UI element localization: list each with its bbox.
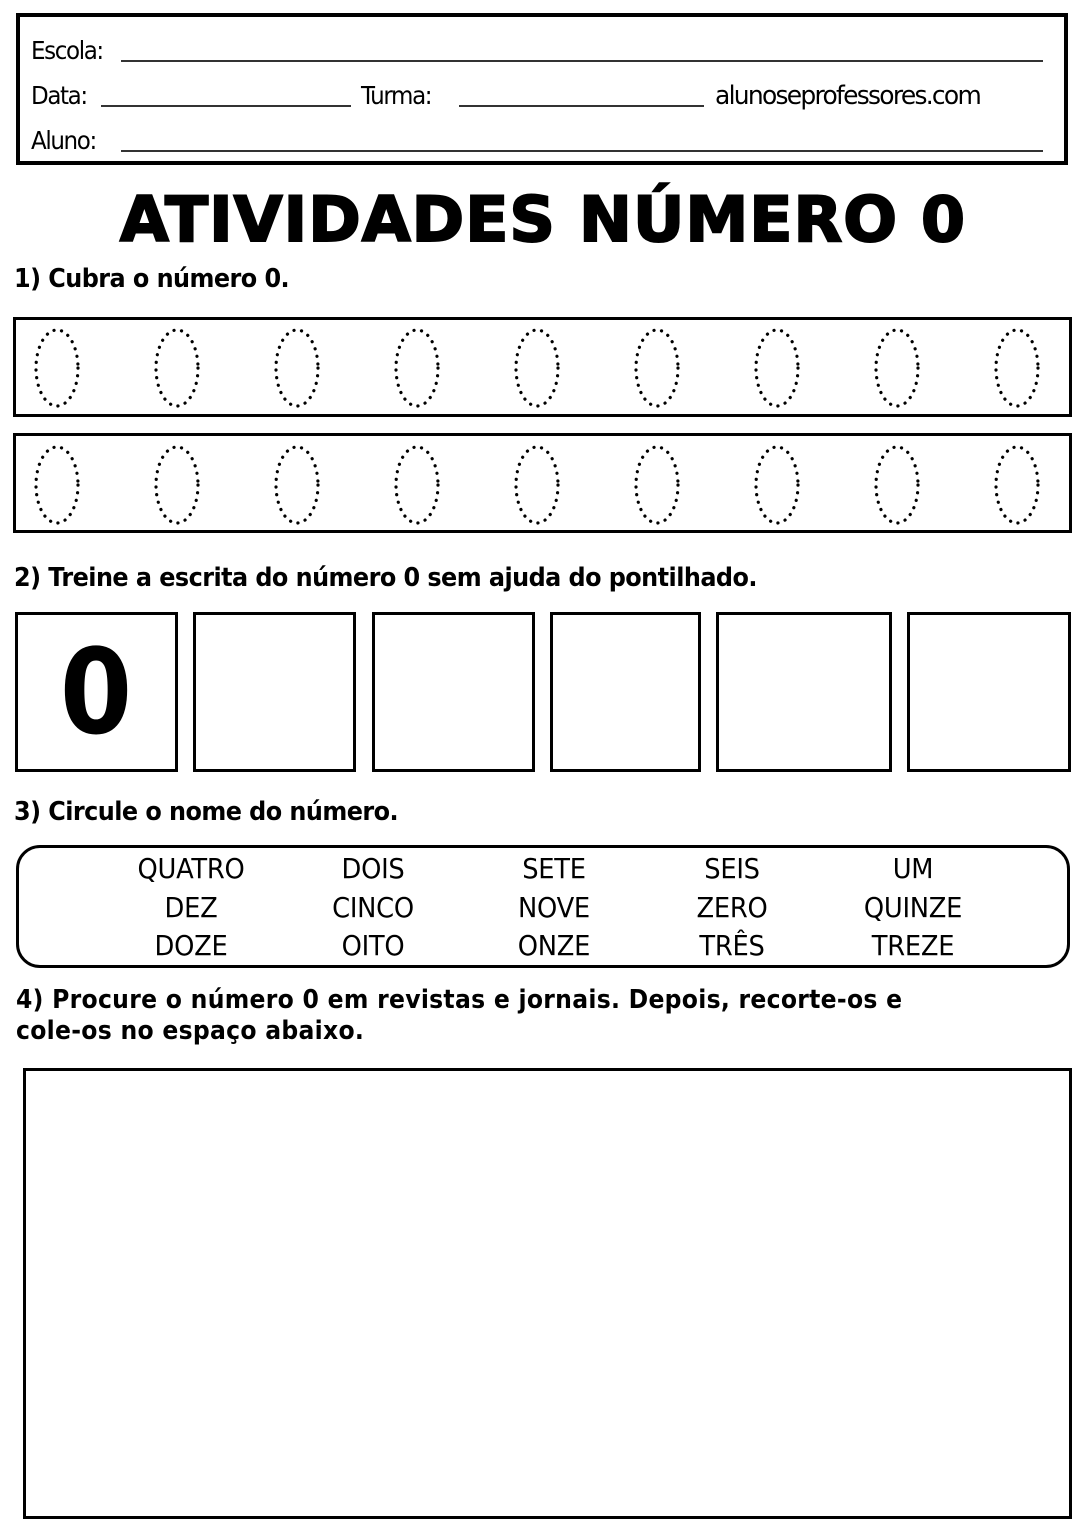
word-item[interactable]: SETE [522,852,586,885]
word-item[interactable]: ONZE [517,929,591,962]
dotted-zero-row-icons [13,317,1072,417]
website-text: alunoseprofessores.com [715,81,981,111]
word-item[interactable]: NOVE [518,891,590,924]
writing-box-3[interactable] [550,612,701,772]
word-item[interactable]: OITO [341,929,405,962]
school-field[interactable] [121,60,1043,62]
writing-box-1[interactable] [193,612,356,772]
model-digit-box [15,612,178,772]
trace-row-1[interactable] [13,317,1072,417]
dotted-zero-icon [36,447,78,523]
student-field[interactable] [121,150,1043,152]
date-label: Data: [31,81,87,110]
dotted-zero-icon [516,447,558,523]
word-item[interactable]: TRÊS [699,929,765,962]
dotted-zero-icon [876,330,918,406]
model-digit: 0 [60,623,133,761]
writing-box-2[interactable] [372,612,535,772]
word-item[interactable]: UM [892,852,934,885]
word-item[interactable]: CINCO [332,891,414,924]
dotted-zero-icon [156,447,198,523]
word-item[interactable]: DEZ [164,891,218,924]
dotted-zero-row-icons [13,433,1072,533]
dotted-zero-icon [636,447,678,523]
dotted-zero-icon [36,330,78,406]
school-label: Escola: [31,36,103,65]
class-label: Turma: [361,81,432,110]
word-item[interactable]: TREZE [871,929,955,962]
dotted-zero-icon [636,330,678,406]
word-item[interactable]: SEIS [704,852,760,885]
word-item[interactable]: DOZE [154,929,228,962]
dotted-zero-icon [756,330,798,406]
dotted-zero-icon [276,330,318,406]
trace-row-2[interactable] [13,433,1072,533]
exercise-4-instruction-line-1: 4) Procure o número 0 em revistas e jornais. Depois, recorte-os e [16,985,903,1015]
dotted-zero-icon [996,330,1038,406]
word-item[interactable]: QUINZE [863,891,963,924]
exercise-4-instruction-line-2: cole-os no espaço abaixo. [16,1016,365,1046]
student-label: Aluno: [31,126,96,155]
dotted-zero-icon [996,447,1038,523]
dotted-zero-icon [396,447,438,523]
word-item[interactable]: DOIS [341,852,405,885]
word-item[interactable]: ZERO [696,891,768,924]
writing-box-5[interactable] [907,612,1071,772]
dotted-zero-icon [876,447,918,523]
exercise-2-instruction: 2) Treine a escrita do número 0 sem ajuda do pontilhado. [14,563,757,593]
dotted-zero-icon [756,447,798,523]
dotted-zero-icon [396,330,438,406]
page-title: ATIVIDADES NÚMERO 0 [119,183,967,256]
word-item[interactable]: QUATRO [137,852,245,885]
dotted-zero-icon [516,330,558,406]
exercise-1-instruction: 1) Cubra o número 0. [14,264,290,294]
date-field[interactable] [101,105,351,107]
class-field[interactable] [459,105,704,107]
dotted-zero-icon [156,330,198,406]
paste-area[interactable] [23,1068,1072,1519]
exercise-3-instruction: 3) Circule o nome do número. [14,797,399,827]
writing-box-4[interactable] [716,612,892,772]
dotted-zero-icon [276,447,318,523]
